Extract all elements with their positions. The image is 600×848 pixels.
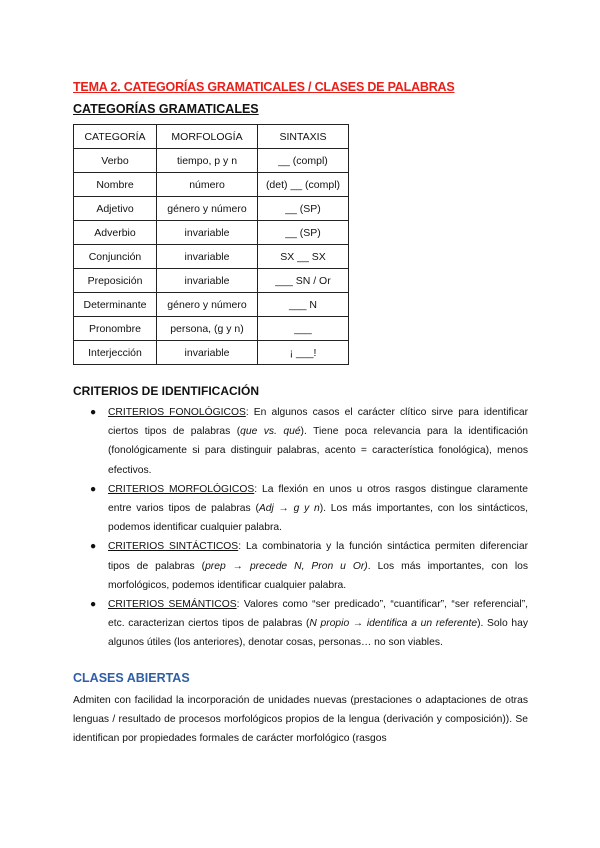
table-cell: Conjunción — [74, 245, 157, 269]
criterion-text: : La flexión en unos u otros rasgos distingue claramente entre varios tipos de palabras ( — [108, 483, 528, 515]
table-row — [74, 293, 349, 317]
criterion-text: . Los más importantes, con los morfológicos, podemos identificar cualquier palabra. — [108, 560, 528, 591]
table-cell: tiempo, p y n — [157, 149, 258, 173]
table-row — [74, 221, 349, 245]
criterion-text: : Valores como “ser predicado”, “cuantificar”, “ser referencial”, etc. caracterizan ciertos tipos de palabras ( — [108, 599, 528, 630]
criterion-term: CRITERIOS FONOLÓGICOS — [108, 407, 246, 418]
table-row — [74, 245, 349, 269]
table-cell: persona, (g y n) — [157, 317, 258, 341]
table-cell: invariable — [157, 341, 258, 365]
table-cell: Pronombre — [74, 317, 157, 341]
table-row — [74, 269, 349, 293]
table-cell: género y número — [157, 293, 258, 317]
table-cell: número — [157, 173, 258, 197]
clases-abiertas-paragraph: Admiten con facilidad la incorporación de unidades nuevas (prestaciones o adaptaciones de otras lenguas / resultado de procesos morfológicos propios de la lengua (derivación y composición)). Se identifican por propiedades formales de carácter morfológico (rasgos — [73, 695, 528, 745]
criterion-text: : La combinatoria y la función sintáctica permiten diferenciar tipos de palabras ( — [108, 541, 529, 572]
section-heading-criterios: CRITERIOS DE IDENTIFICACIÓN — [73, 384, 260, 398]
table-cell: ___ — [258, 317, 349, 341]
table-cell: Adjetivo — [74, 197, 157, 221]
criterion-term: CRITERIOS SEMÁNTICOS — [108, 599, 237, 611]
table-cell: __ (compl) — [258, 149, 349, 173]
table-cell: (det) __ (compl) — [258, 173, 349, 197]
table-cell: Verbo — [74, 149, 157, 173]
criterion-example: Adj → g y n — [258, 503, 320, 515]
criterion-example: que vs. qué — [240, 426, 301, 438]
table-row — [74, 317, 349, 341]
list-item — [90, 480, 528, 538]
criterion-term: CRITERIOS MORFOLÓGICOS — [108, 483, 255, 495]
table-cell: Nombre — [74, 173, 157, 197]
table-header-cell: MORFOLOGÍA — [157, 125, 258, 149]
bullet-icon: ● — [90, 483, 97, 495]
table-cell: __ (SP) — [258, 221, 349, 245]
table-header-cell: SINTAXIS — [258, 125, 349, 149]
table-row — [74, 173, 349, 197]
table-cell: género y número — [157, 197, 258, 221]
page-title: TEMA 2. CATEGORÍAS GRAMATICALES / CLASES DE PALABRAS — [73, 80, 455, 94]
table-cell: ___ SN / Or — [258, 269, 349, 293]
criterion-example: N propio → identifica a un referente — [309, 618, 478, 630]
criterion-text: ). Solo hay algunos útiles (los anteriores), denotar cosas, personas… no son viables. — [108, 618, 528, 649]
section-heading-categorias: CATEGORÍAS GRAMATICALES — [73, 102, 259, 116]
section-heading-clases-abiertas: CLASES ABIERTAS — [73, 671, 190, 685]
table-cell: invariable — [157, 269, 258, 293]
list-item — [90, 537, 528, 595]
table-cell: Interjección — [74, 341, 157, 365]
table-cell: Determinante — [74, 293, 157, 317]
bullet-icon: ● — [90, 599, 97, 611]
table-cell: Adverbio — [74, 221, 157, 245]
criterion-text: ). Tiene poca relevancia para la identificación (fonológicamente si para distinguir palabras, acento = característica fonológica), menos efectivos. — [108, 426, 528, 476]
criterion-text: : En algunos casos el carácter clítico sirve para identificar ciertos tipos de palabras ( — [108, 407, 528, 438]
categories-table — [73, 124, 349, 365]
table-cell: SX __ SX — [258, 245, 349, 269]
table-row — [74, 341, 349, 365]
table-cell: Preposición — [74, 269, 157, 293]
list-item — [90, 595, 528, 653]
table-row — [74, 197, 349, 221]
list-item — [90, 403, 528, 480]
table-cell: ___ N — [258, 293, 349, 317]
table-header-cell: CATEGORÍA — [74, 125, 157, 149]
table-row — [74, 149, 349, 173]
criterion-term: CRITERIOS SINTÁCTICOS — [108, 541, 239, 553]
criterion-text: ). Los más importantes, con los sintácticos, podemos identificar cualquier palabra. — [108, 503, 529, 534]
criteria-list — [90, 403, 528, 653]
table-cell: invariable — [157, 245, 258, 269]
bullet-icon: ● — [90, 407, 97, 418]
table-header-row — [74, 125, 349, 149]
table-cell: invariable — [157, 221, 258, 245]
table-cell: ¡ ___! — [258, 341, 349, 365]
table-cell: __ (SP) — [258, 197, 349, 221]
criterion-example: prep → precede N, Pron u Or) — [205, 560, 368, 572]
bullet-icon: ● — [90, 541, 97, 553]
